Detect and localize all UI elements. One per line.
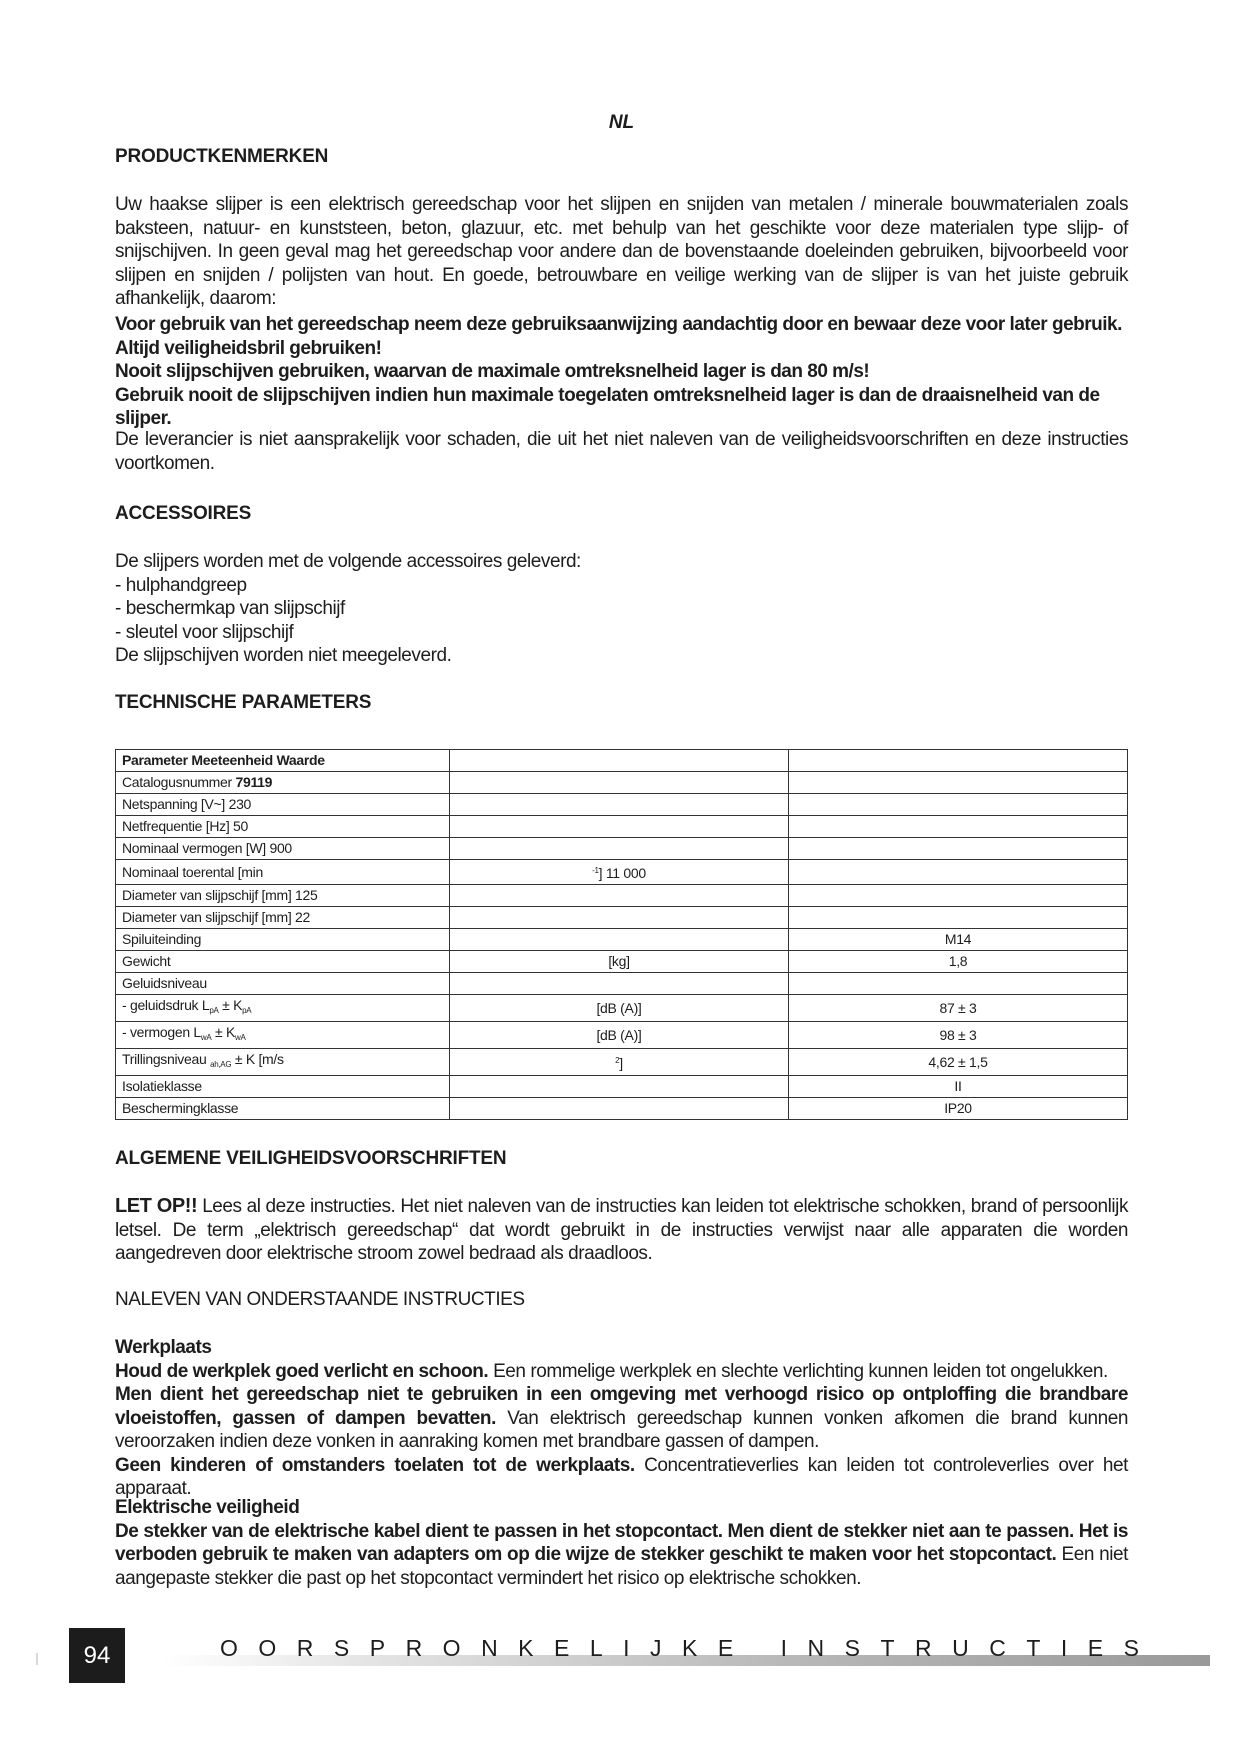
section-title-productkenmerken: PRODUCTKENMERKEN <box>115 146 329 167</box>
werkplaats-p3: Geen kinderen of omstanders toelaten tot de werkplaats. Concentratieverlies kan leiden tot controleverlies over het apparaat. <box>115 1454 1128 1499</box>
list-item: - hulphandgreep <box>115 574 247 596</box>
table-row: Catalogusnummer 79119 <box>116 772 1128 794</box>
page-number: 94 <box>69 1628 125 1683</box>
table-row: Spiluiteinding M14 <box>116 929 1128 951</box>
technical-parameters-table <box>115 749 1128 1120</box>
naleven-heading: NALEVEN VAN ONDERSTAANDE INSTRUCTIES <box>115 1289 525 1310</box>
paragraph-liability: De leverancier is niet aansprakelijk voor schaden, die uit het niet naleven van de veiligheidsvoorschriften en deze instructies voortkomen. <box>115 429 1128 474</box>
warning-block <box>115 313 1128 431</box>
section-title-technische: TECHNISCHE PARAMETERS <box>115 692 372 713</box>
table-row: - vermogen $L_{wA} \pm K_{wA}$ [dB (A)] 98 ± 3 <box>116 1022 1128 1049</box>
table-row: Gewicht [kg] 1,8 <box>116 951 1128 973</box>
letop-label: LET OP!! <box>115 1195 198 1217</box>
table-row: Nominaal toerental [min $^{-1}$] 11 000 <box>116 860 1128 885</box>
warning-1: Voor gebruik van het gereedschap neem deze gebruiksaanwijzing aandachtig door en bewaar deze voor later gebruik. <box>115 314 1122 335</box>
table-row: Beschermingklasse IP20 <box>116 1098 1128 1120</box>
accessoires-list <box>115 550 1128 668</box>
list-item: - sleutel voor slijpschijf <box>115 621 294 643</box>
table-row: Netspanning [V~] 230 <box>116 794 1128 816</box>
paragraph-letop: LET OP!! Lees al deze instructies. Het niet naleven van de instructies kan leiden tot elektrische schokken, brand of persoonlijk letsel. De term „elektrisch gereedschap“ dat wordt gebruikt in de instructies verwijst naar alle apparaten die worden aangedreven door elektrische stroom zowel bedraad als draadloos. <box>115 1195 1128 1264</box>
werkplaats-title: Werkplaats <box>115 1337 212 1358</box>
footer-text: OORSPRONKELIJKE INSTRUCTIES <box>220 1635 1160 1661</box>
werkplaats-p2: Men dient het gereedschap niet te gebruiken in een omgeving met verhoogd risico op ontploffing die brandbare vloeistoffen, gassen of dampen bevatten. Van elektrisch gereedschap kunnen vonken afkomen die brand kunnen veroorzaken indien deze vonken in aanraking komen met brandbare gassen of dampen. <box>115 1384 1128 1452</box>
table-header-row <box>116 750 1128 772</box>
paragraph-intro: Uw haakse slijper is een elektrisch gereedschap voor het slijpen en snijden van metalen / minerale bouwmaterialen zoals baksteen, natuur- en kunststeen, beton, glazuur, etc. met behulp van het geschikte voor deze materialen type slijp- of snijschijven. In geen geval mag het gereedschap voor andere dan de bovenstaande doeleinden gebruiken, bijvoorbeeld voor slijpen en snijden / polijsten van hout. En goede, betrouwbare en veilige werking van de slijper is van het juiste gebruik afhankelijk, daarom: <box>115 194 1128 309</box>
table-header: Parameter Meeteenheid Waarde <box>116 750 450 772</box>
accessoires-intro: De slijpers worden met de volgende accessoires geleverd: <box>115 551 581 572</box>
elektrische-block <box>115 1496 1128 1590</box>
werkplaats-block <box>115 1336 1128 1501</box>
table-row: Diameter van slijpschijf [mm] 125 <box>116 885 1128 907</box>
warning-4: Gebruik nooit de slijpschijven indien hun maximale toegelaten omtreksnelheid lager is dan de draaisnelheid van de slijper. <box>115 384 1100 429</box>
table-row: Isolatieklasse II <box>116 1076 1128 1098</box>
werkplaats-p1: Houd de werkplek goed verlicht en schoon. Een rommelige werkplek en slechte verlichting kunnen leiden tot ongelukken. <box>115 1360 1108 1382</box>
language-label: NL <box>608 112 635 133</box>
table-row: Diameter van slijpschijf [mm] 22 <box>116 907 1128 929</box>
accessoires-note: De slijpschijven worden niet meegeleverd. <box>115 645 452 666</box>
table-row: Trillingsniveau $_{ah,AG}$ ± K [m/s $^2$] 4,62 ± 1,5 <box>116 1049 1128 1076</box>
footer-tick <box>36 1653 38 1665</box>
warning-2: Altijd veiligheidsbril gebruiken! <box>115 337 382 359</box>
elektrische-p1: De stekker van de elektrische kabel dient te passen in het stopcontact. Men dient de stekker niet aan te passen. Het is verboden gebruik te maken van adapters om op die wijze de stekker geschikt te maken voor het stopcontact. Een niet aangepaste stekker die past op het stopcontact vermindert het risico op elektrische schokken. <box>115 1520 1128 1589</box>
table-row: - geluidsdruk $L_{pA} \pm K_{pA}$ [dB (A)] 87 ± 3 <box>116 995 1128 1022</box>
table-row: Netfrequentie [Hz] 50 <box>116 816 1128 838</box>
table-row: Geluidsniveau <box>116 973 1128 995</box>
warning-3: Nooit slijpschijven gebruiken, waarvan de maximale omtreksnelheid lager is dan 80 m/s! <box>115 361 870 382</box>
table-row: Nominaal vermogen [W] 900 <box>116 838 1128 860</box>
list-item: - beschermkap van slijpschijf <box>115 598 345 619</box>
section-title-algemene: ALGEMENE VEILIGHEIDSVOORSCHRIFTEN <box>115 1148 507 1169</box>
section-title-accessoires: ACCESSOIRES <box>115 503 252 524</box>
elektrische-title: Elektrische veiligheid <box>115 1497 300 1518</box>
